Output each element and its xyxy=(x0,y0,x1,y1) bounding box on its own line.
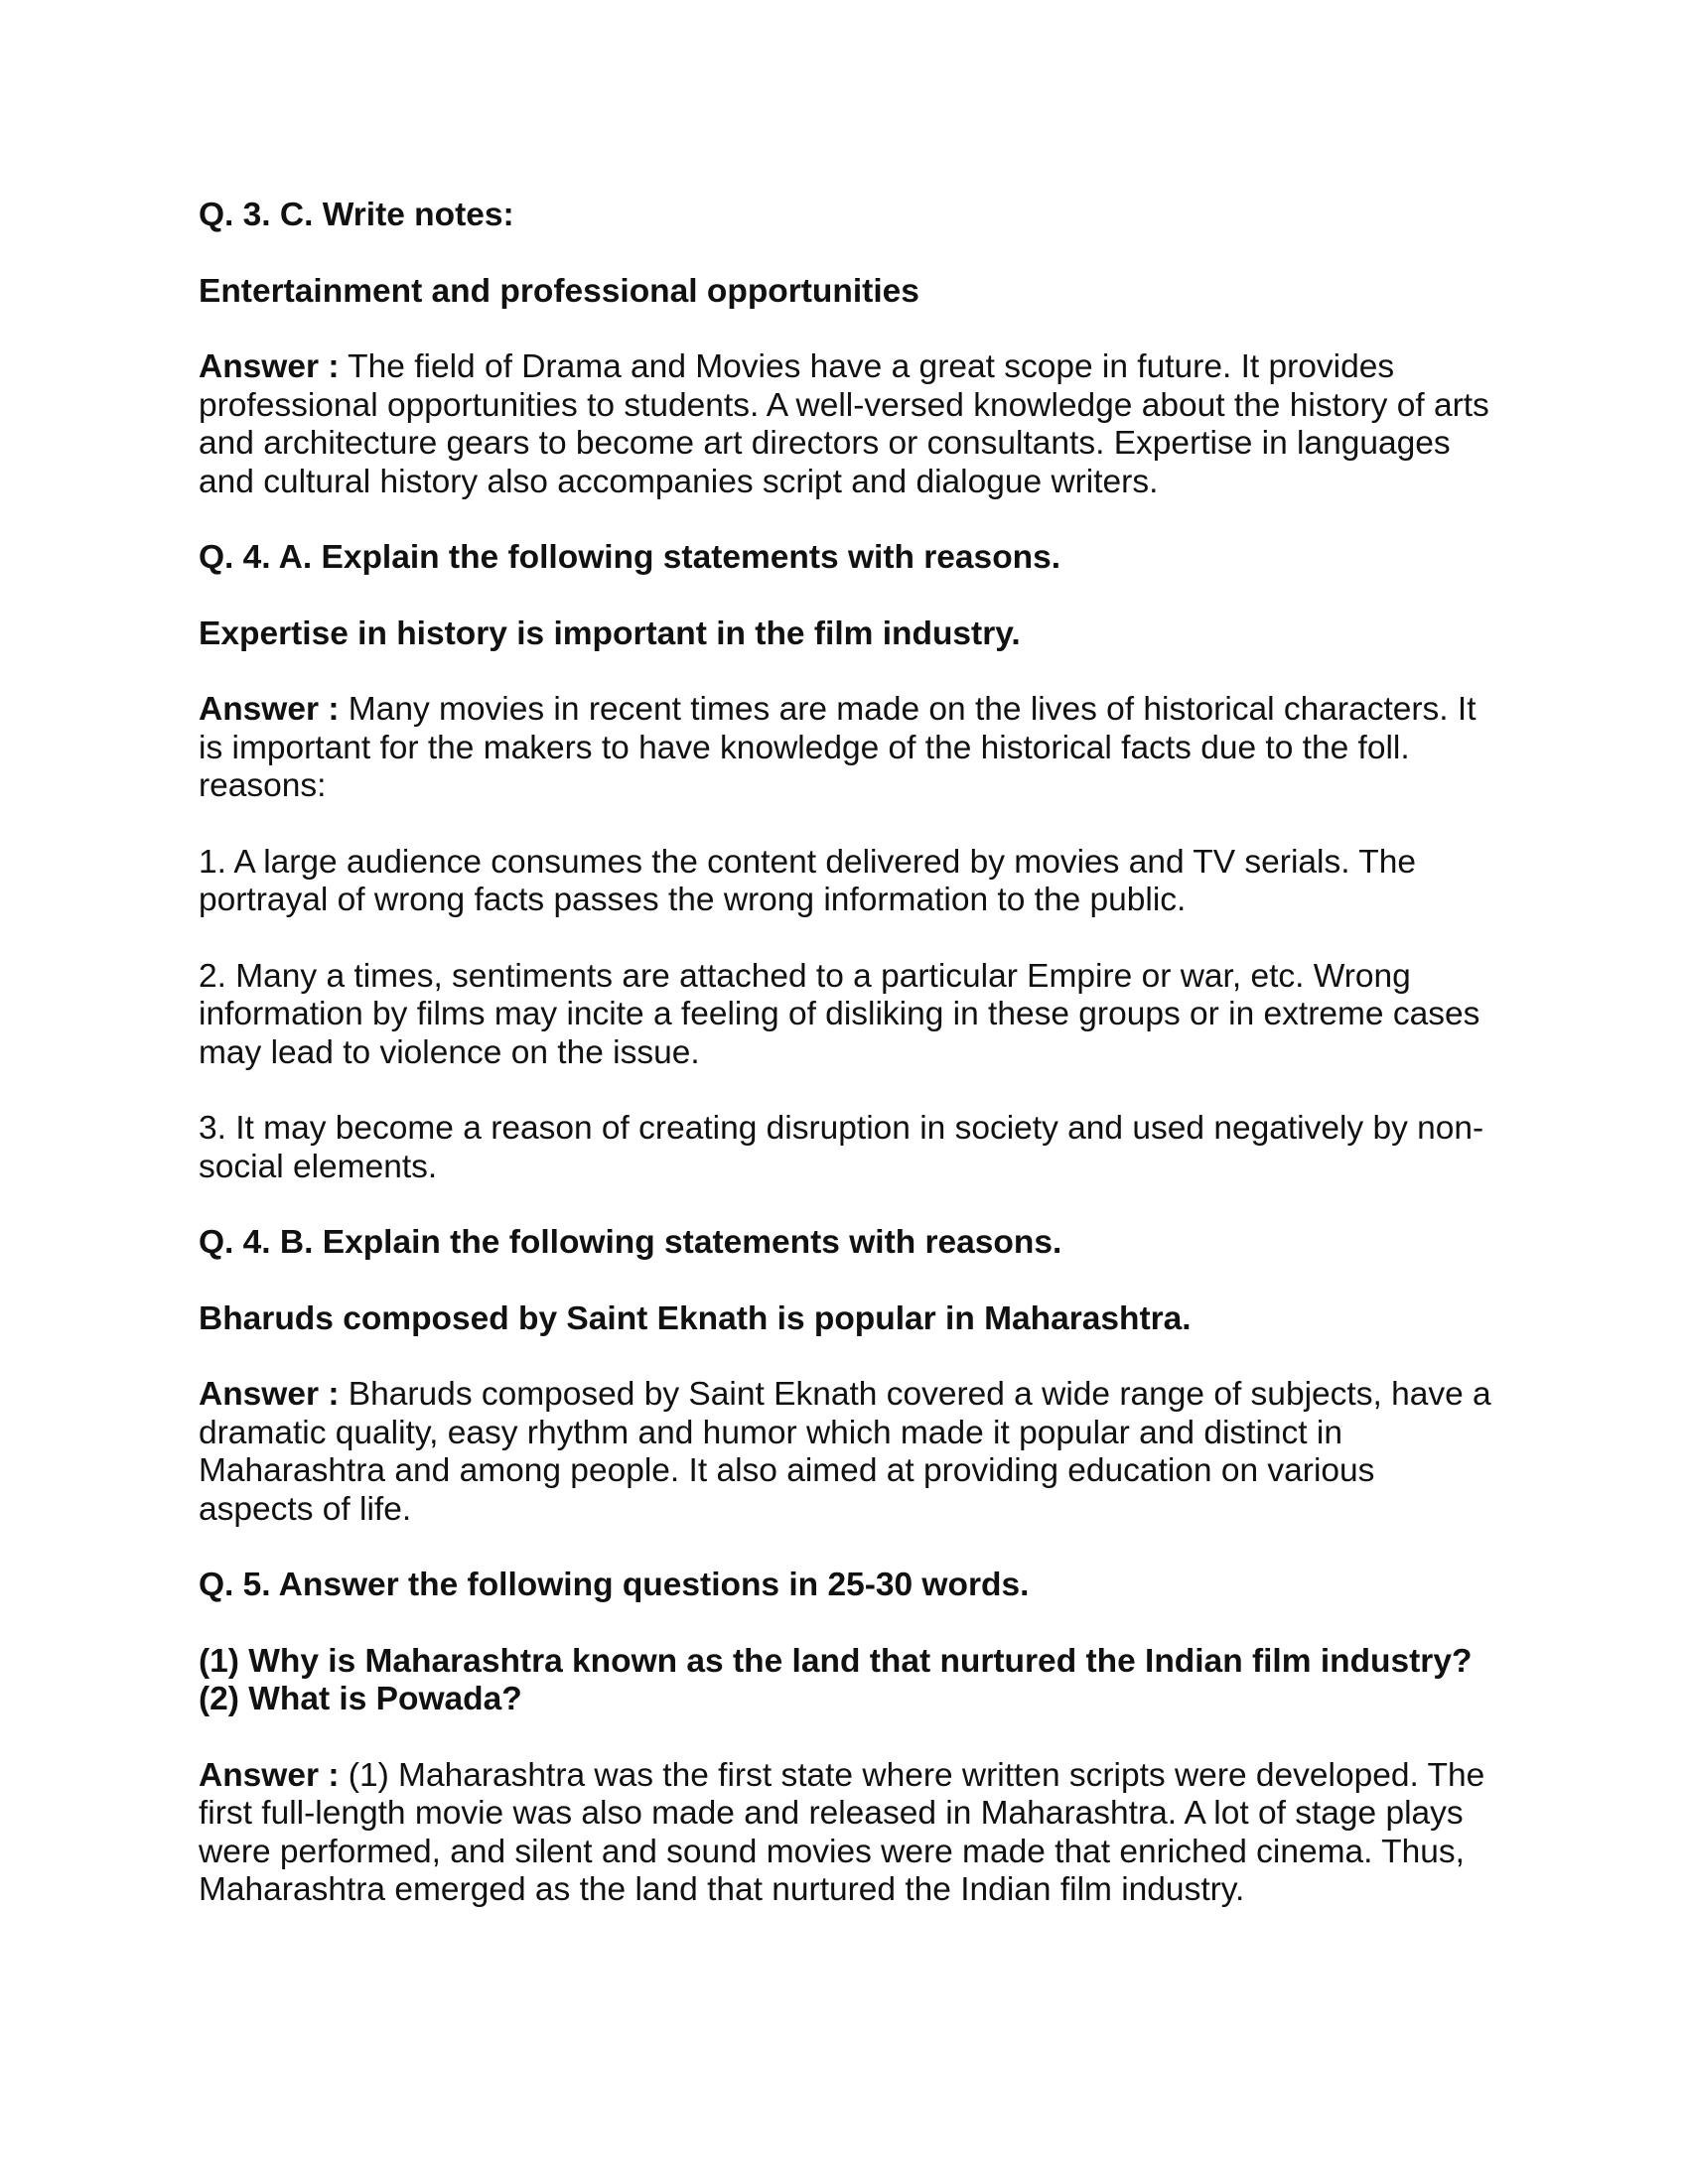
answer-text-line: reasons: xyxy=(199,767,327,804)
q4a-point-3 xyxy=(199,1110,1489,1186)
q4b-heading: Q. 4. B. Explain the following statements with reasons. xyxy=(199,1224,1062,1261)
q4a-answer xyxy=(199,691,1489,806)
q4a-point-1 xyxy=(199,844,1489,920)
q5-answer xyxy=(199,1757,1489,1910)
answer-text-line: Maharashtra and among people. It also aimed at providing education on various xyxy=(199,1452,1375,1489)
answer-text-line: The field of Drama and Movies have a great scope in future. It provides xyxy=(339,348,1395,385)
answer-text-line: Many movies in recent times are made on the lives of historical characters. It xyxy=(339,691,1477,728)
answer-text-line: were performed, and silent and sound movies were made that enriched cinema. Thus, xyxy=(199,1833,1465,1870)
q5-heading: Q. 5. Answer the following questions in 25-30 words. xyxy=(199,1567,1030,1603)
answer-text-line: and architecture gears to become art directors or consultants. Expertise in languages xyxy=(199,425,1451,462)
q3c-answer xyxy=(199,348,1489,501)
q4a-heading: Q. 4. A. Explain the following statements with reasons. xyxy=(199,539,1061,576)
q4b-statement: Bharuds composed by Saint Eknath is popular in Maharashtra. xyxy=(199,1299,1192,1337)
answer-text-line: and cultural history also accompanies script and dialogue writers. xyxy=(199,463,1159,500)
answer-label: Answer : xyxy=(199,1376,340,1413)
answer-label: Answer : xyxy=(199,348,340,385)
point-text-line: may lead to violence on the issue. xyxy=(199,1033,700,1071)
point-text-line: 2. Many a times, sentiments are attached to a particular Empire or war, etc. Wrong xyxy=(199,957,1411,995)
q3c-topic: Entertainment and professional opportunities xyxy=(199,272,919,310)
answer-text-line: Bharuds composed by Saint Eknath covered a wide range of subjects, have a xyxy=(339,1376,1491,1413)
document-page xyxy=(199,197,1489,1948)
answer-text-line: is important for the makers to have knowledge of the historical facts due to the foll. xyxy=(199,729,1410,766)
question-line: (2) What is Powada? xyxy=(199,1681,522,1717)
answer-text-line: professional opportunities to students. A well-versed knowledge about the history of arts xyxy=(199,386,1489,424)
answer-label: Answer : xyxy=(199,1756,340,1794)
point-text-line: information by films may incite a feeling of disliking in these groups or in extreme cases xyxy=(199,996,1480,1032)
point-text-line: 3. It may become a reason of creating disruption in society and used negatively by non- xyxy=(199,1110,1484,1147)
point-text-line: social elements. xyxy=(199,1148,438,1185)
answer-text-line: first full-length movie was also made and released in Maharashtra. A lot of stage plays xyxy=(199,1795,1464,1832)
point-text-line: portrayal of wrong facts passes the wrong information to the public. xyxy=(199,882,1187,918)
question-line: (1) Why is Maharashtra known as the land that nurtured the Indian film industry? xyxy=(199,1642,1473,1680)
answer-text-line: aspects of life. xyxy=(199,1490,412,1528)
answer-text-line: dramatic quality, easy rhythm and humor which made it popular and distinct in xyxy=(199,1414,1342,1451)
q5-questions xyxy=(199,1643,1489,1719)
point-text-line: 1. A large audience consumes the content delivered by movies and TV serials. The xyxy=(199,843,1416,881)
answer-label: Answer : xyxy=(199,691,340,728)
q4a-statement: Expertise in history is important in the film industry. xyxy=(199,614,1021,652)
q4b-answer xyxy=(199,1376,1489,1529)
q4a-point-2 xyxy=(199,958,1489,1073)
answer-text-line: Maharashtra emerged as the land that nurtured the Indian film industry. xyxy=(199,1871,1245,1908)
answer-text-line: (1) Maharashtra was the first state where written scripts were developed. The xyxy=(339,1756,1485,1794)
q3c-heading: Q. 3. C. Write notes: xyxy=(199,197,514,233)
